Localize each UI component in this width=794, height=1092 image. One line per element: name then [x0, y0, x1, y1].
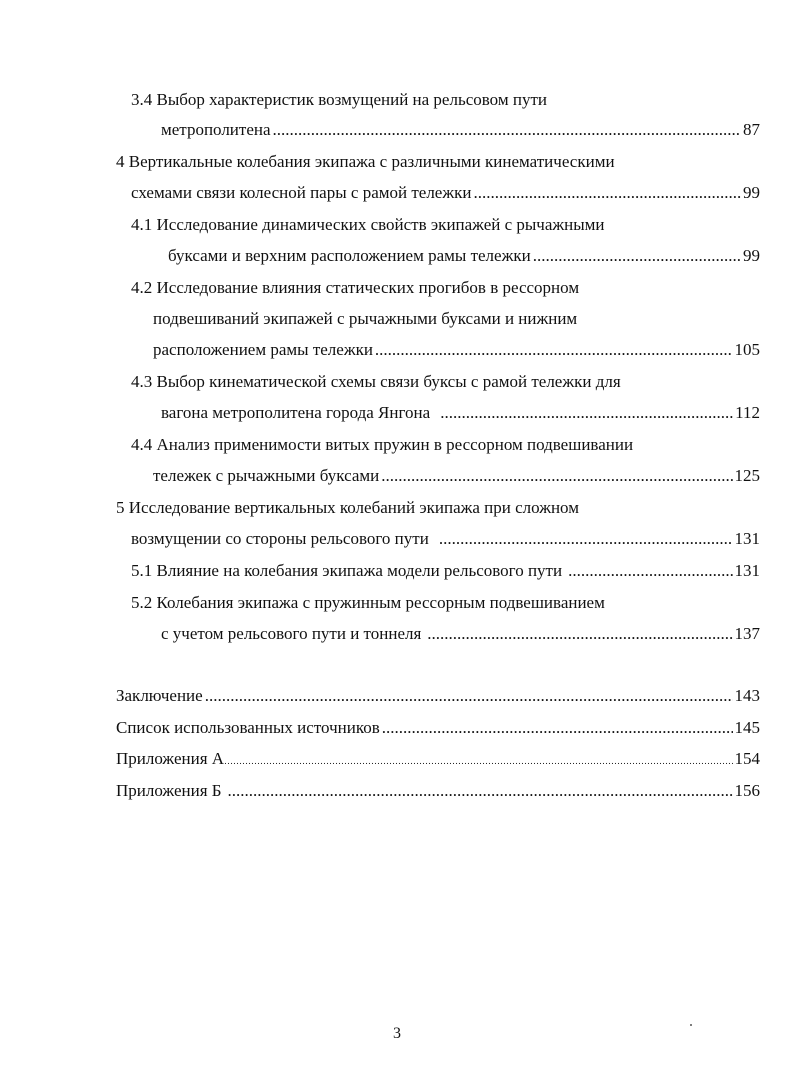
toc-entry-text: буксами и верхним расположением рамы тележки	[168, 246, 531, 265]
toc-entry-text: подвешиваний экипажей с рычажными буксами и нижним	[153, 309, 578, 328]
toc-entry-text: возмущении со стороны рельсового пути	[131, 529, 429, 548]
toc-entry-text: 4.3 Выбор кинематической схемы связи буксы с рамой тележки для	[131, 372, 621, 391]
toc-entry-text: 4.4 Анализ применимости витых пружин в рессорном подвешивании	[131, 435, 634, 454]
dot-leader	[439, 523, 733, 555]
toc-entry-text: Список использованных источников	[116, 718, 380, 737]
toc-page-number: 156	[734, 781, 760, 800]
toc-entry-4-2-line2	[153, 303, 577, 335]
toc-page-number: 99	[743, 183, 760, 202]
toc-entry-4-1-line1	[131, 209, 605, 241]
toc-entry-text: 4 Вертикальные колебания экипажа с различными кинематическими	[116, 152, 615, 171]
dot-leader	[533, 240, 741, 272]
toc-entry-5-2-line1	[131, 587, 605, 619]
dot-leader	[427, 618, 732, 650]
toc-entry-references	[116, 712, 760, 744]
toc-entry-4-3-line1	[131, 366, 621, 398]
dot-leader	[375, 334, 733, 366]
toc-entry-appendix-a	[116, 743, 760, 775]
toc-entry-text: расположением рамы тележки	[153, 340, 373, 359]
dot-leader	[440, 397, 733, 429]
toc-entry-4-line1	[116, 146, 615, 178]
toc-page-number: 154	[734, 749, 760, 768]
toc-entry-5-line2	[131, 523, 760, 555]
toc-entry-4-2-line3	[153, 334, 760, 366]
toc-entry-text: Заключение	[116, 686, 203, 705]
dot-leader	[228, 775, 733, 807]
toc-entry-text: Приложения А	[116, 749, 225, 768]
toc-entry-text: с учетом рельсового пути и тоннеля	[161, 624, 422, 643]
toc-entry-5-line1	[116, 492, 579, 524]
dot-leader	[381, 460, 732, 492]
toc-page-number: 143	[734, 686, 760, 705]
toc-entry-text: Приложения Б	[116, 781, 222, 800]
toc-entry-4-2-line1	[131, 272, 579, 304]
toc-page-number: 87	[743, 120, 760, 139]
toc-page-number: 131	[734, 561, 760, 580]
toc-entry-4-4-line1	[131, 429, 633, 461]
toc-entry-text: 4.2 Исследование влияния статических прогибов в рессорном	[131, 278, 580, 297]
toc-page-number: 131	[734, 529, 760, 548]
toc-entry-4-1-line2	[168, 240, 760, 272]
dot-leader	[382, 712, 733, 744]
toc-page-number: 105	[734, 340, 760, 359]
toc-entry-text: вагона метрополитена города Янгона	[161, 403, 431, 422]
dot-leader	[473, 177, 741, 209]
toc-entry-4-line2	[131, 177, 760, 209]
toc-page-number: 112	[735, 403, 760, 422]
toc-entry-5-2-line2	[161, 618, 760, 650]
dot-leader	[224, 743, 734, 777]
toc-entry-text: метрополитена	[161, 120, 271, 139]
toc-entry-4-3-line2	[161, 397, 760, 429]
dot-leader	[273, 114, 741, 146]
toc-entry-text: 4.1 Исследование динамических свойств экипажей с рычажными	[131, 215, 605, 234]
toc-page-number: 145	[734, 718, 760, 737]
page-number: 3	[393, 1025, 401, 1042]
toc-page-number: 125	[734, 466, 760, 485]
toc-entry-text: 5.2 Колебания экипажа с пружинным рессорным подвешиванием	[131, 593, 605, 612]
toc-entry-appendix-b	[116, 775, 760, 807]
dot-leader	[205, 680, 733, 712]
toc-entry-4-4-line2	[153, 460, 760, 492]
dot-leader	[568, 555, 732, 587]
toc-entry-text: схемами связи колесной пары с рамой тележки	[131, 183, 472, 202]
toc-entry-conclusion	[116, 680, 760, 712]
toc-entry-text: 3.4 Выбор характеристик возмущений на рельсовом пути	[131, 90, 547, 109]
toc-entry-5-1	[131, 555, 760, 587]
toc-page-number: 99	[743, 246, 760, 265]
toc-entry-text: 5 Исследование вертикальных колебаний экипажа при сложном	[116, 498, 579, 517]
toc-entry-text: 5.1 Влияние на колебания экипажа модели рельсового пути	[131, 561, 563, 580]
toc-entry-3-4-line2	[161, 114, 760, 146]
scan-speck	[690, 1024, 692, 1026]
toc-entry-3-4-line1	[131, 84, 547, 116]
toc-page-number: 137	[734, 624, 760, 643]
toc-entry-text: тележек с рычажными буксами	[153, 466, 380, 485]
